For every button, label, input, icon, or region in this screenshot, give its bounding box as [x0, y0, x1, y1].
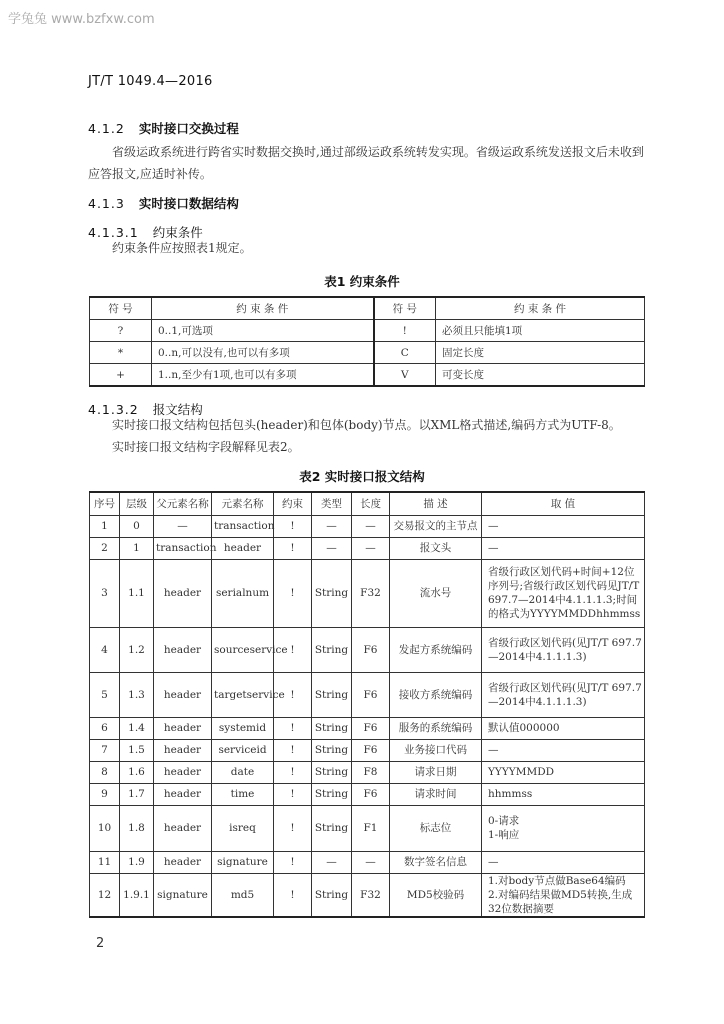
table-cell: 1 — [120, 537, 154, 559]
table-row — [90, 717, 645, 739]
table-row — [90, 537, 645, 559]
paragraph-4-1-3-2-b: 实时接口报文结构字段解释见表2。 — [112, 440, 300, 454]
table-cell: F6 — [352, 672, 390, 717]
section-title: 报文结构 — [152, 402, 203, 417]
value-line: 2.对编码结果做MD5转换,生成32位数据摘要 — [488, 888, 633, 915]
value-cell — [482, 739, 645, 761]
section-title: 实时接口数据结构 — [138, 196, 239, 211]
value-line: — — [488, 542, 499, 554]
value-line: 0-请求 — [488, 815, 520, 827]
table-cell: ! — [274, 739, 312, 761]
column-header: 元素名称 — [212, 492, 274, 515]
column-header: 约束 — [274, 492, 312, 515]
table-header-row — [90, 492, 645, 515]
table-cell: header — [154, 717, 212, 739]
page-number: 2 — [96, 936, 105, 951]
table-cell: 11 — [90, 851, 120, 873]
table-cell: + — [90, 364, 152, 387]
table-cell: ! — [374, 320, 436, 342]
table-cell: String — [312, 761, 352, 783]
table-cell: ! — [274, 805, 312, 851]
table-cell: 1.2 — [120, 627, 154, 672]
table-cell: 1.6 — [120, 761, 154, 783]
table1-caption: 表1 约束条件 — [324, 274, 400, 289]
value-line: hhmmss — [488, 788, 533, 800]
table-cell: header — [154, 761, 212, 783]
table-cell: header — [154, 805, 212, 851]
table-cell: date — [212, 761, 274, 783]
table-cell: 9 — [90, 783, 120, 805]
table-row — [90, 739, 645, 761]
value-line: 省级行政区划代码+时间+12位序列号;省级行政区划代码见JT/T 697.7—2014中4.1.1.1.3;时间的格式为YYYYMMDDhhmmss — [488, 566, 641, 620]
table-cell: 流水号 — [390, 559, 482, 627]
table-cell: 1.3 — [120, 672, 154, 717]
table-cell: systemid — [212, 717, 274, 739]
table-cell: ! — [274, 559, 312, 627]
table-cell: F32 — [352, 873, 390, 917]
table-row — [90, 364, 645, 387]
paragraph-4-1-3-2-a: 实时接口报文结构包括包头(header)和包体(body)节点。以XML格式描述,编码方式为UTF-8。 — [112, 418, 621, 432]
value-line: — — [488, 856, 499, 868]
table-cell: F8 — [352, 761, 390, 783]
column-header: 描 述 — [390, 492, 482, 515]
table-cell: ! — [274, 851, 312, 873]
value-line: — — [488, 520, 499, 532]
table-cell: ! — [274, 783, 312, 805]
table-cell: 请求日期 — [390, 761, 482, 783]
table-cell: — — [352, 537, 390, 559]
value-cell — [482, 515, 645, 537]
table-cell: ! — [274, 515, 312, 537]
table-cell: V — [374, 364, 436, 387]
watermark: 学兔兔 www.bzfxw.com — [8, 12, 155, 27]
table-cell: 数字签名信息 — [390, 851, 482, 873]
value-cell — [482, 851, 645, 873]
column-header: 取 值 — [482, 492, 645, 515]
table-cell: — — [312, 515, 352, 537]
table-cell: String — [312, 627, 352, 672]
value-cell — [482, 627, 645, 672]
column-header: 层级 — [120, 492, 154, 515]
table-row — [90, 672, 645, 717]
table-cell: 6 — [90, 717, 120, 739]
table-cell: — — [312, 851, 352, 873]
table-row — [90, 805, 645, 851]
table-cell: 标志位 — [390, 805, 482, 851]
table-cell: String — [312, 717, 352, 739]
value-cell — [482, 717, 645, 739]
table-cell: — — [154, 515, 212, 537]
table-cell: 1.8 — [120, 805, 154, 851]
column-header: 符 号 — [374, 297, 436, 320]
value-cell — [482, 783, 645, 805]
table-cell: F6 — [352, 739, 390, 761]
table-cell: 1.9 — [120, 851, 154, 873]
section-title: 约束条件 — [152, 225, 203, 240]
table-cell: F6 — [352, 627, 390, 672]
table-cell: header — [154, 783, 212, 805]
table-cell: 1.4 — [120, 717, 154, 739]
table-cell: 0..n,可以没有,也可以有多项 — [152, 342, 374, 364]
table2-caption: 表2 实时接口报文结构 — [299, 469, 425, 484]
table-cell: 报文头 — [390, 537, 482, 559]
table-row — [90, 342, 645, 364]
paragraph-4-1-3-1: 约束条件应按照表1规定。 — [112, 241, 252, 255]
value-line: YYYYMMDD — [488, 766, 555, 778]
table-cell: — — [352, 851, 390, 873]
running-header: JT/T 1049.4—2016 — [88, 74, 213, 89]
section-4-1-3-heading — [88, 194, 239, 212]
table-row — [90, 320, 645, 342]
table-cell: 12 — [90, 873, 120, 917]
table-cell: * — [90, 342, 152, 364]
value-cell — [482, 672, 645, 717]
table-cell: 10 — [90, 805, 120, 851]
table-cell: F6 — [352, 783, 390, 805]
table-cell: String — [312, 739, 352, 761]
value-cell — [482, 537, 645, 559]
value-cell — [482, 559, 645, 627]
table-cell: isreq — [212, 805, 274, 851]
value-cell — [482, 873, 645, 917]
table-row — [90, 783, 645, 805]
table-cell: md5 — [212, 873, 274, 917]
table-cell: 服务的系统编码 — [390, 717, 482, 739]
table-cell: 业务接口代码 — [390, 739, 482, 761]
section-4-1-2-heading — [88, 119, 239, 137]
value-cell — [482, 761, 645, 783]
section-number: 4.1.3.2 — [88, 402, 139, 417]
table-cell: String — [312, 805, 352, 851]
table-cell: ! — [274, 717, 312, 739]
table-cell: time — [212, 783, 274, 805]
table-cell: 发起方系统编码 — [390, 627, 482, 672]
paragraph-4-1-2: 省级运政系统进行跨省实时数据交换时,通过部级运政系统转发实现。省级运政系统发送报文后未收到应答报文,应适时补传。 — [88, 145, 644, 181]
section-number: 4.1.3 — [88, 196, 125, 211]
column-header: 类型 — [312, 492, 352, 515]
table-cell: 1..n,至少有1项,也可以有多项 — [152, 364, 374, 387]
table-cell: header — [154, 851, 212, 873]
table-cell: F1 — [352, 805, 390, 851]
table-cell: 2 — [90, 537, 120, 559]
value-line: 省级行政区划代码(见JT/T 697.7—2014中4.1.1.1.3) — [488, 681, 642, 708]
column-header: 符 号 — [90, 297, 152, 320]
table-cell: 1 — [90, 515, 120, 537]
table-cell: 1.7 — [120, 783, 154, 805]
section-title: 实时接口交换过程 — [138, 121, 239, 136]
table-cell: ! — [274, 761, 312, 783]
column-header: 长度 — [352, 492, 390, 515]
value-line: 默认值000000 — [488, 722, 560, 734]
table-cell: ! — [274, 537, 312, 559]
table-cell: 5 — [90, 672, 120, 717]
table-cell: header — [154, 559, 212, 627]
table-cell: ! — [274, 873, 312, 917]
value-line: 1-响应 — [488, 829, 520, 841]
table-cell: transaction — [154, 537, 212, 559]
table-cell: String — [312, 559, 352, 627]
table-row — [90, 515, 645, 537]
table-cell: ! — [274, 627, 312, 672]
value-line: 1.对body节点做Base64编码 — [488, 874, 626, 887]
section-number: 4.1.3.1 — [88, 225, 139, 240]
table-header-row — [90, 297, 645, 320]
table-cell: — — [312, 537, 352, 559]
table-cell: F6 — [352, 717, 390, 739]
table-cell: 3 — [90, 559, 120, 627]
table-cell: ? — [90, 320, 152, 342]
table-cell: String — [312, 672, 352, 717]
table-cell: targetservice — [212, 672, 274, 717]
table-cell: serialnum — [212, 559, 274, 627]
table-cell: 4 — [90, 627, 120, 672]
table-cell: 8 — [90, 761, 120, 783]
column-header: 序号 — [90, 492, 120, 515]
section-number: 4.1.2 — [88, 121, 125, 136]
table-cell: 接收方系统编码 — [390, 672, 482, 717]
table-cell: serviceid — [212, 739, 274, 761]
value-line: 省级行政区划代码(见JT/T 697.7—2014中4.1.1.1.3) — [488, 636, 642, 663]
table-cell: 7 — [90, 739, 120, 761]
table-cell: MD5校验码 — [390, 873, 482, 917]
table-cell: ! — [274, 672, 312, 717]
constraint-table — [89, 296, 645, 387]
table-cell: header — [154, 627, 212, 672]
table-row — [90, 559, 645, 627]
table-cell: transaction — [212, 515, 274, 537]
value-line: — — [488, 744, 499, 756]
value-cell — [482, 805, 645, 851]
table-cell: 必须且只能填1项 — [436, 320, 645, 342]
table-cell: header — [212, 537, 274, 559]
column-header: 父元素名称 — [154, 492, 212, 515]
table-cell: 0 — [120, 515, 154, 537]
table-cell: 1.9.1 — [120, 873, 154, 917]
table-cell: 0..1,可选项 — [152, 320, 374, 342]
table-cell: String — [312, 873, 352, 917]
table-cell: signature — [154, 873, 212, 917]
column-header: 约 束 条 件 — [152, 297, 374, 320]
table-cell: 1.5 — [120, 739, 154, 761]
table-cell: 请求时间 — [390, 783, 482, 805]
table-cell: C — [374, 342, 436, 364]
table-cell: F32 — [352, 559, 390, 627]
table-row — [90, 627, 645, 672]
table-cell: header — [154, 739, 212, 761]
table-cell: signature — [212, 851, 274, 873]
table-row — [90, 851, 645, 873]
table-cell: 交易报文的主节点 — [390, 515, 482, 537]
table-cell: 1.1 — [120, 559, 154, 627]
table-cell: String — [312, 783, 352, 805]
table-cell: sourceservice — [212, 627, 274, 672]
table-cell: 可变长度 — [436, 364, 645, 387]
table-cell: 固定长度 — [436, 342, 645, 364]
table-cell: — — [352, 515, 390, 537]
table-row — [90, 873, 645, 917]
message-structure-table — [89, 491, 645, 918]
table-row — [90, 761, 645, 783]
column-header: 约 束 条 件 — [436, 297, 645, 320]
table-cell: header — [154, 672, 212, 717]
